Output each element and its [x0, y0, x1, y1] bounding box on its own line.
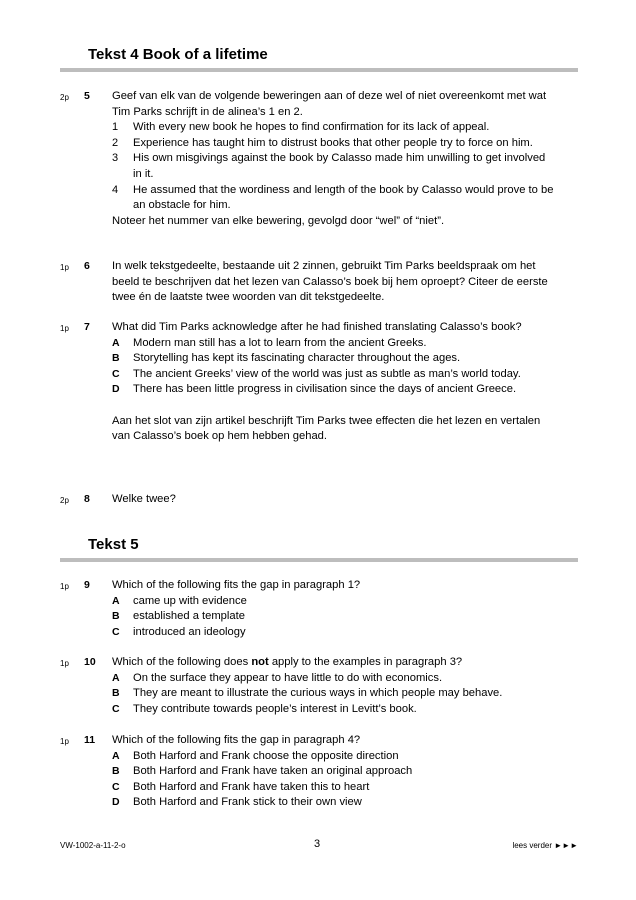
question-points: 2p	[60, 93, 69, 102]
question-number: 9	[84, 579, 90, 591]
question-lead-text: Aan het slot van zijn artikel beschrijft Tim Parks twee effecten die het lezen en vertalen van Calasso’s boek op hem hebben gehad.	[112, 414, 541, 443]
answer-option-a: A Both Harford and Frank choose the opposite direction	[112, 749, 399, 762]
question-text: In welk tekstgedeelte, bestaande uit 2 zinnen, gebruikt Tim Parks beeldspraak om het beeld te beschrijven dat het lezen van Calasso’s boek bij hem oproept? Citeer de eerste twee én de laatste twee woorden van dit tekstgedeelte.	[112, 260, 548, 304]
question-text: Welke twee?	[112, 493, 176, 505]
continue-indicator: lees verder ►►►	[512, 841, 578, 850]
question-points: 1p	[60, 582, 69, 591]
question-points: 1p	[60, 737, 69, 746]
question-number: 6	[84, 260, 90, 272]
answer-option-b: B They are meant to illustrate the curious ways in which people may behave.	[112, 687, 503, 700]
question-text: Geef van elk van de volgende beweringen aan of deze wel of niet overeenkomt met wat Tim Parks schrijft in de alinea’s 1 en 2.	[112, 90, 547, 118]
question-text: Which of the following does not apply to the examples in paragraph 3?	[112, 656, 463, 668]
question-number: 10	[84, 656, 96, 668]
question-instruction: Noteer het nummer van elke bewering, gevolgd door “wel” of “niet”.	[112, 214, 445, 227]
question-number: 5	[84, 90, 90, 102]
answer-option-b: B Both Harford and Frank have taken an original approach	[112, 765, 413, 778]
answer-options	[112, 594, 557, 641]
question-points: 1p	[60, 324, 69, 333]
statement-list	[112, 120, 557, 214]
answer-options	[112, 749, 557, 811]
answer-option-c: C Both Harford and Frank have taken this to heart	[112, 780, 370, 793]
statement-item: 1 With every new book he hopes to find confirmation for its lack of appeal.	[112, 121, 490, 134]
answer-option-c: C The ancient Greeks’ view of the world was just as subtle as man’s world today.	[112, 367, 521, 380]
exam-code: VW-1002-a-11-2-o	[60, 841, 126, 850]
question-points: 1p	[60, 263, 69, 272]
answer-option-d: D There has been little progress in civilisation since the days of ancient Greece.	[112, 383, 517, 396]
question-number: 11	[84, 734, 96, 746]
section-header-tekst-5	[60, 534, 578, 562]
answer-option-d: D Both Harford and Frank stick to their own view	[112, 796, 362, 809]
answer-option-b: B Storytelling has kept its fascinating character throughout the ages.	[112, 352, 461, 365]
answer-option-a: A On the surface they appear to have little to do with economics.	[112, 671, 443, 684]
answer-option-c: C introduced an ideology	[112, 625, 246, 638]
statement-item: 3 His own misgivings against the book by Calasso made him unwilling to get involved in it.	[112, 152, 546, 180]
section-divider	[60, 558, 578, 562]
section-divider	[60, 68, 578, 72]
answer-option-a: A Modern man still has a lot to learn from the ancient Greeks.	[112, 336, 427, 349]
question-points: 2p	[60, 496, 69, 505]
emphasis-not: not	[251, 656, 269, 668]
statement-item: 4 He assumed that the wordiness and length of the book by Calasso would prove to be an obstacle for him.	[112, 183, 554, 212]
question-points: 1p	[60, 659, 69, 668]
question-text: What did Tim Parks acknowledge after he had finished translating Calasso’s book?	[112, 321, 522, 333]
statement-item: 2 Experience has taught him to distrust books that other people try to force on him.	[112, 136, 533, 149]
page-number: 3	[314, 838, 321, 850]
question-number: 8	[84, 493, 90, 505]
answer-option-b: B established a template	[112, 610, 245, 623]
answer-option-c: C They contribute towards people’s interest in Levitt’s book.	[112, 702, 417, 715]
question-text: Which of the following fits the gap in paragraph 1?	[112, 579, 361, 591]
answer-options	[112, 336, 557, 398]
section-header-tekst-4	[60, 44, 578, 72]
answer-option-a: A came up with evidence	[112, 594, 247, 607]
section-title: Tekst 4 Book of a lifetime	[88, 46, 268, 63]
answer-options	[112, 671, 557, 718]
question-text: Which of the following fits the gap in paragraph 4?	[112, 734, 361, 746]
section-title: Tekst 5	[88, 536, 139, 553]
question-number: 7	[84, 321, 90, 333]
